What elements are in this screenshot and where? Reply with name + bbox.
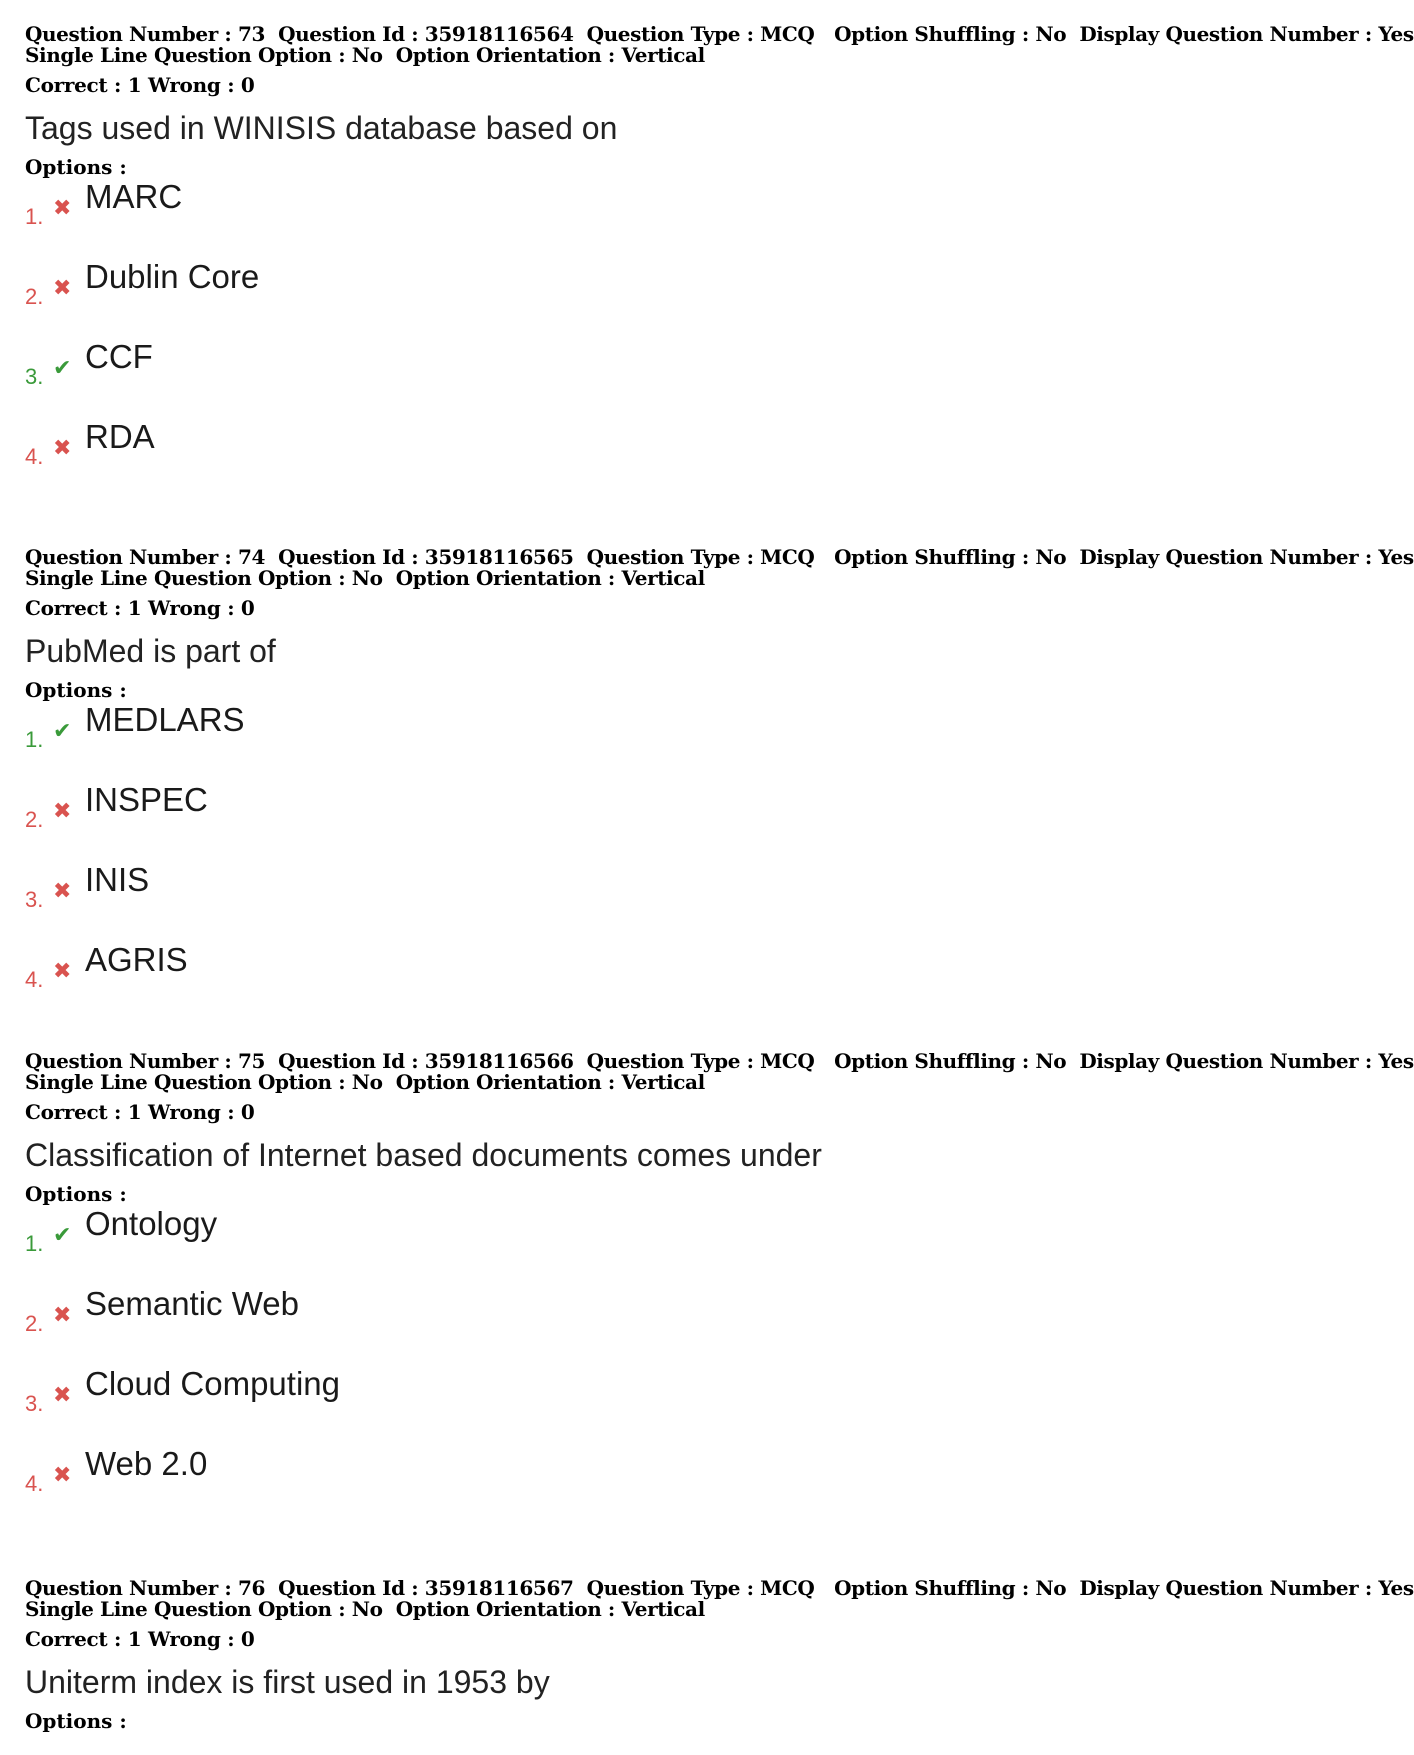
option-number: 3.: [25, 364, 44, 389]
options-list: [25, 1205, 1215, 1525]
options-label: Options :: [25, 1709, 127, 1733]
options-list: [25, 701, 1215, 1021]
cross-icon: ✖: [53, 276, 72, 301]
option-text: Ontology: [85, 1205, 218, 1242]
score-line: Correct : 1 Wrong : 0: [25, 73, 255, 97]
question-meta-line2: Single Line Question Option : No Option Orientation : Vertical: [25, 1597, 705, 1621]
question-meta-line2: Single Line Question Option : No Option Orientation : Vertical: [25, 43, 705, 67]
option-text: Dublin Core: [85, 258, 260, 295]
option-number: 2.: [25, 1311, 44, 1336]
question-meta-line2: Single Line Question Option : No Option Orientation : Vertical: [25, 1070, 705, 1094]
question-meta-line1: Question Number : 74 Question Id : 35918116565 Question Type : MCQ Option Shuffling : No Display Question Number : Yes: [25, 545, 1414, 569]
options-label: Options :: [25, 1182, 127, 1206]
option-item: [25, 178, 1215, 258]
question-meta-line2: Single Line Question Option : No Option Orientation : Vertical: [25, 566, 705, 590]
score-line: Correct : 1 Wrong : 0: [25, 596, 255, 620]
option-item: [25, 418, 1215, 498]
cross-icon: ✖: [53, 959, 72, 984]
option-text: Web 2.0: [85, 1445, 208, 1482]
option-text: INSPEC: [85, 781, 208, 818]
option-item: [25, 338, 1215, 418]
option-item: [25, 1205, 1215, 1285]
cross-icon: ✖: [53, 436, 72, 461]
option-text: Cloud Computing: [85, 1365, 340, 1402]
option-item: [25, 1285, 1215, 1365]
option-number: 1.: [25, 727, 44, 752]
option-item: [25, 781, 1215, 861]
option-number: 3.: [25, 1391, 44, 1416]
question-text: Tags used in WINISIS database based on: [25, 110, 618, 146]
question-meta-line1: Question Number : 76 Question Id : 35918116567 Question Type : MCQ Option Shuffling : No Display Question Number : Yes: [25, 1576, 1414, 1600]
check-icon: ✔: [53, 1223, 72, 1248]
option-number: 1.: [25, 1231, 44, 1256]
question-text: Uniterm index is first used in 1953 by: [25, 1664, 550, 1700]
option-text: MARC: [85, 178, 183, 215]
options-label: Options :: [25, 155, 127, 179]
options-label: Options :: [25, 678, 127, 702]
cross-icon: ✖: [53, 196, 72, 221]
question-block-73: [25, 22, 1414, 498]
question-text: PubMed is part of: [25, 633, 276, 669]
score-line: Correct : 1 Wrong : 0: [25, 1100, 255, 1124]
option-item: [25, 258, 1215, 338]
cross-icon: ✖: [53, 799, 72, 824]
score-line: Correct : 1 Wrong : 0: [25, 1627, 255, 1651]
option-item: [25, 701, 1215, 781]
option-text: AGRIS: [85, 941, 188, 978]
option-text: RDA: [85, 418, 155, 455]
option-number: 2.: [25, 807, 44, 832]
option-item: [25, 1445, 1215, 1525]
cross-icon: ✖: [53, 1303, 72, 1328]
question-meta-line1: Question Number : 75 Question Id : 35918116566 Question Type : MCQ Option Shuffling : No Display Question Number : Yes: [25, 1049, 1414, 1073]
option-number: 4.: [25, 1471, 44, 1496]
option-item: [25, 861, 1215, 941]
option-number: 3.: [25, 887, 44, 912]
option-text: MEDLARS: [85, 701, 245, 738]
option-text: INIS: [85, 861, 150, 898]
option-number: 1.: [25, 204, 44, 229]
question-meta-line1: Question Number : 73 Question Id : 35918116564 Question Type : MCQ Option Shuffling : No Display Question Number : Yes: [25, 22, 1414, 46]
cross-icon: ✖: [53, 879, 72, 904]
check-icon: ✔: [53, 719, 72, 744]
option-number: 4.: [25, 444, 44, 469]
option-text: Semantic Web: [85, 1285, 299, 1322]
options-list: [25, 178, 1215, 498]
question-text: Classification of Internet based documents comes under: [25, 1137, 822, 1173]
option-number: 4.: [25, 967, 44, 992]
question-block-76: [25, 1576, 1414, 1733]
question-block-74: [25, 545, 1414, 1021]
option-number: 2.: [25, 284, 44, 309]
question-block-75: [25, 1049, 1414, 1525]
cross-icon: ✖: [53, 1463, 72, 1488]
check-icon: ✔: [53, 356, 72, 381]
option-item: [25, 1365, 1215, 1445]
option-text: CCF: [85, 338, 153, 375]
option-item: [25, 941, 1215, 1021]
cross-icon: ✖: [53, 1383, 72, 1408]
